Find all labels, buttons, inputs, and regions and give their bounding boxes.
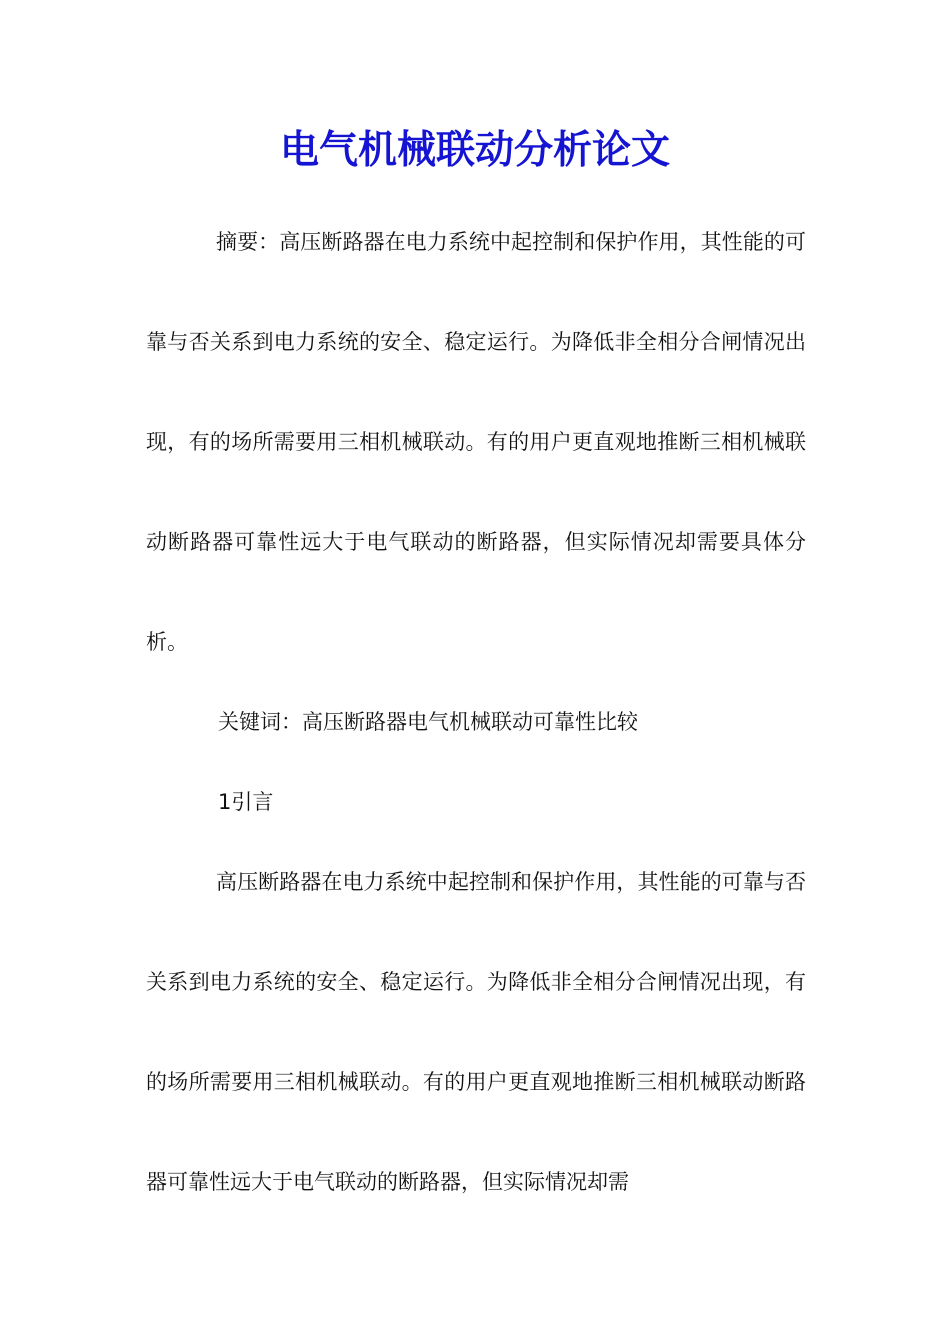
keywords-line: 关键词：高压断路器电气机械联动可靠性比较 xyxy=(218,710,638,734)
document-title: 电气机械联动分析论文 xyxy=(279,127,670,173)
abstract-paragraph: 摘要：高压断路器在电力系统中起控制和保护作用，其性能的可靠与否关系到电力系统的安全、稳定运行。为降低非全相分合闸情况出现，有的场所需要用三相机械联动。有的用户更直观地推断三相机械联动断路器可靠性远大于电气联动的断路器，但实际情况却需要具体分析。 xyxy=(146,230,806,654)
intro-paragraph: 高压断路器在电力系统中起控制和保护作用，其性能的可靠与否关系到电力系统的安全、稳定运行。为降低非全相分合闸情况出现，有的场所需要用三相机械联动。有的用户更直观地推断三相机械联动断路器可靠性远大于电气联动的断路器，但实际情况却需 xyxy=(146,870,806,1194)
section-heading: 1引言 xyxy=(218,790,274,814)
